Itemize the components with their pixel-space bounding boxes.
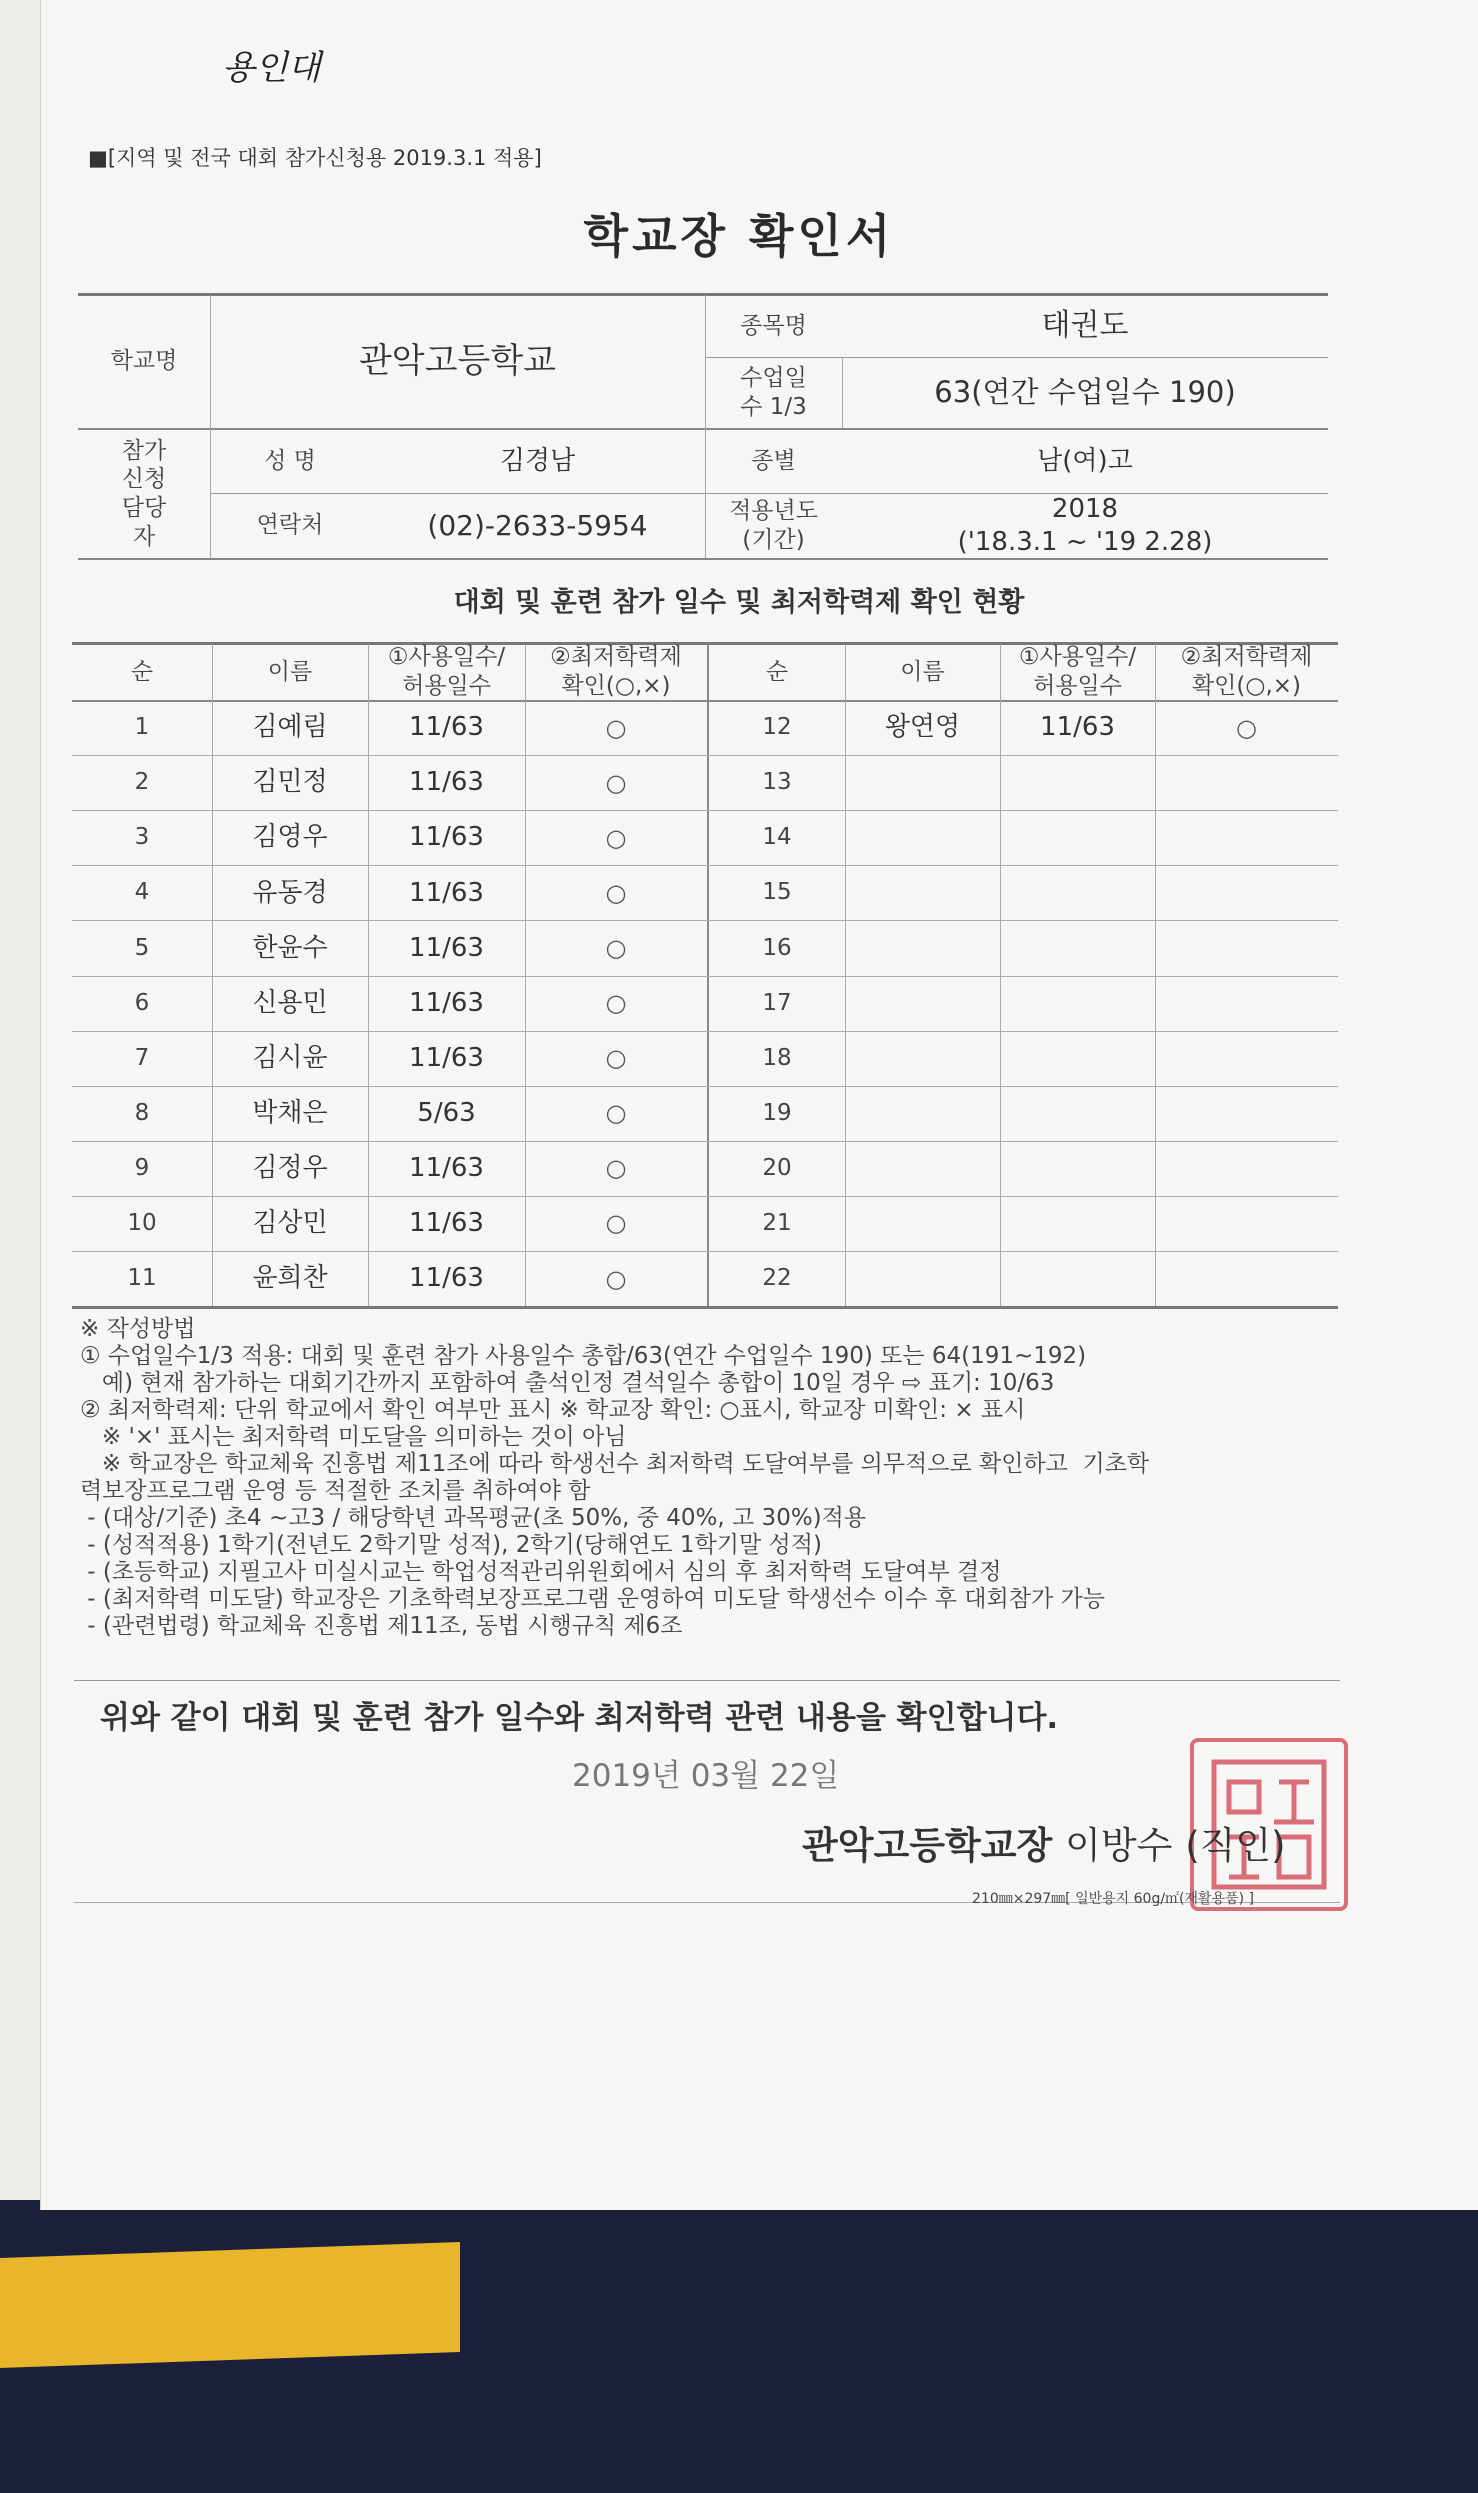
col-header-days: ①사용일수/ 허용일수	[387, 644, 506, 699]
row-divider	[72, 755, 707, 756]
table-cell-name: 신용민	[252, 987, 328, 1018]
table-cell-days: 11/63	[409, 932, 484, 963]
note-line: - (초등학교) 지필고사 미실시교는 학업성적관리위원회에서 심의 후 최저학력 도달여부 결정	[80, 1559, 1002, 1585]
issue-date: 2019년 03월 22일	[572, 1758, 840, 1794]
note-line: ① 수업일수1/3 적용: 대회 및 훈련 참가 사용일수 총합/63(연간 수업일수 190) 또는 64(191~192)	[80, 1343, 1087, 1369]
table-cell-no: 4	[134, 879, 150, 906]
table-cell-days	[1000, 1086, 1155, 1141]
document-title: 학교장 확인서	[583, 209, 895, 263]
col-header-no-right: 순	[765, 658, 789, 685]
col-header-check: ②최저학력제 확인(○,×)	[550, 644, 682, 699]
table-cell-no: 3	[134, 824, 150, 851]
table-cell-check	[1155, 1086, 1338, 1141]
note-line: - (관련법령) 학교체육 진흥법 제11조, 동법 시행규칙 제6조	[80, 1613, 683, 1639]
table-cell-days	[1000, 755, 1155, 810]
table-cell-no: 13	[762, 769, 792, 796]
table-cell-check	[1155, 755, 1338, 810]
table-cell-no: 8	[134, 1099, 150, 1126]
table-cell-name	[845, 1086, 1000, 1141]
table-cell-check	[1155, 976, 1338, 1031]
instructions	[80, 1310, 1350, 1639]
row-divider	[707, 1251, 1338, 1252]
row-divider	[707, 865, 1338, 866]
table-cell-days: 11/63	[409, 877, 484, 908]
row-divider	[72, 1141, 707, 1142]
desk-object	[0, 2242, 460, 2368]
table-cell-name	[845, 1031, 1000, 1086]
row-divider	[72, 1251, 707, 1252]
confirmation-text: 위와 같이 대회 및 훈련 참가 일수와 최저학력 관련 내용을 확인합니다.	[100, 1700, 1059, 1736]
table-cell-no: 11	[127, 1265, 157, 1292]
table-cell-check: ○	[605, 1264, 627, 1293]
table-cell-check: ○	[605, 1154, 627, 1183]
note-line: - (최저학력 미도달) 학교장은 기초학력보장프로그램 운영하여 미도달 학생선수 이수 후 대회참가 가능	[80, 1586, 1105, 1612]
table-cell-name	[845, 1196, 1000, 1251]
table-cell-name: 박채은	[252, 1097, 328, 1128]
note-line: - (대상/기준) 초4 ~고3 / 해당학년 과목평균(초 50%, 중 40%, 고 30%)적용	[80, 1505, 867, 1531]
row-divider	[707, 1086, 1338, 1087]
note-line: 력보장프로그램 운영 등 적절한 조치를 취하여야 함	[80, 1478, 591, 1504]
note-line: - (성적적용) 1학기(전년도 2학기말 성적), 2학기(당해연도 1학기말 성적)	[80, 1532, 822, 1558]
table-cell-check: ○	[605, 1044, 627, 1073]
row-divider	[72, 1196, 707, 1197]
table-cell-check: ○	[605, 713, 627, 742]
row-divider	[707, 1196, 1338, 1197]
row-divider	[72, 865, 707, 866]
table-cell-no: 1	[134, 714, 150, 741]
table-cell-days: 11/63	[409, 1208, 484, 1239]
note-line: ② 최저학력제: 단위 학교에서 확인 여부만 표시 ※ 학교장 확인: ○표시, 학교장 미확인: × 표시	[80, 1397, 1026, 1423]
notes-divider	[74, 1680, 1340, 1681]
note-line: ※ 작성방법	[80, 1316, 196, 1342]
col-header-no: 순	[130, 658, 154, 685]
col-header-check-right: ②최저학력제 확인(○,×)	[1180, 644, 1313, 699]
table-cell-days	[1000, 1251, 1155, 1306]
table-cell-name: 김시윤	[252, 1042, 328, 1073]
row-divider	[707, 1031, 1338, 1032]
days-label: 수업일수 1/3	[740, 364, 807, 420]
table-cell-no: 10	[127, 1210, 157, 1237]
table-cell-no: 2	[134, 769, 150, 796]
table-cell-no: 6	[134, 989, 150, 1016]
signer-name: 이방수	[1065, 1824, 1173, 1867]
table-cell-no: 17	[762, 989, 792, 1016]
table-cell-no: 21	[762, 1210, 792, 1237]
table-cell-name: 윤희찬	[252, 1263, 328, 1294]
table-cell-no: 16	[762, 934, 792, 961]
table-cell-days: 11/63	[409, 1042, 484, 1073]
table-cell-days	[1000, 1031, 1155, 1086]
handwritten-note: 용인대	[222, 48, 321, 88]
table-cell-check	[1155, 810, 1338, 865]
table-cell-name: 김예림	[252, 712, 328, 743]
event-value: 태권도	[1041, 308, 1129, 344]
table-cell-check	[1155, 1031, 1338, 1086]
row-divider	[707, 1141, 1338, 1142]
table-cell-no: 9	[134, 1154, 150, 1181]
table-cell-check: ○	[605, 1099, 627, 1128]
phone-value: (02)-2633-5954	[427, 509, 648, 542]
note-line: ※ 학교장은 학교체육 진흥법 제11조에 따라 학생선수 최저학력 도달여부를 의무적으로 확인하고 기초학	[80, 1451, 1150, 1477]
table-cell-no: 22	[762, 1265, 792, 1292]
signer-org: 관악고등학교장	[802, 1824, 1053, 1867]
col-header-days-right: ①사용일수/ 허용일수	[1018, 644, 1137, 699]
table-cell-days	[1000, 1196, 1155, 1251]
table-cell-no: 15	[762, 879, 792, 906]
year-value: 2018	[1051, 494, 1119, 524]
days-value: 63(연간 수업일수 190)	[934, 375, 1236, 410]
row-divider	[707, 976, 1338, 977]
note-line: 예) 현재 참가하는 대회기간까지 포함하여 출석인정 결석일수 총합이 10일 경우 ⇨ 표기: 10/63	[80, 1370, 1055, 1396]
paper-spec: 210㎜×297㎜[ 일반용지 60g/㎡(재활용품) ]	[972, 1891, 1254, 1907]
row-divider	[707, 810, 1338, 811]
seal-label: (직인)	[1185, 1824, 1286, 1867]
year-value-cell	[842, 493, 1328, 558]
table-cell-check: ○	[605, 878, 627, 907]
table-cell-check	[1155, 920, 1338, 975]
table-cell-days: 11/63	[1040, 712, 1115, 743]
year-label: 적용년도 (기간)	[729, 497, 818, 553]
table-cell-name	[845, 920, 1000, 975]
table-cell-check	[1155, 1251, 1338, 1306]
table-cell-days	[1000, 810, 1155, 865]
row-divider	[707, 755, 1338, 756]
table-cell-name: 김영우	[252, 822, 328, 853]
table-cell-days	[1000, 976, 1155, 1031]
table-cell-check: ○	[605, 989, 627, 1018]
table-cell-check: ○	[1236, 713, 1257, 742]
col-header-name: 이름	[267, 658, 313, 685]
table-cell-days: 5/63	[417, 1097, 476, 1128]
row-divider	[707, 920, 1338, 921]
table-cell-check: ○	[605, 823, 627, 852]
contact-group-label: 참가 신청 담당자	[121, 437, 167, 550]
name-label: 성 명	[264, 448, 316, 475]
table-cell-no: 7	[134, 1044, 150, 1071]
section-title: 대회 및 훈련 참가 일수 및 최저학력제 확인 현황	[453, 587, 1025, 618]
table-cell-check	[1155, 865, 1338, 920]
table-cell-name: 한윤수	[252, 932, 328, 963]
table-cell-days: 11/63	[409, 987, 484, 1018]
table-cell-name	[845, 976, 1000, 1031]
table-cell-check: ○	[605, 1209, 627, 1238]
phone-label: 연락처	[256, 512, 324, 539]
col-header-name-right: 이름	[900, 658, 945, 685]
table-cell-check: ○	[605, 768, 627, 797]
table-cell-days	[1000, 1141, 1155, 1196]
school-label: 학교명	[110, 348, 178, 375]
table-cell-no: 5	[134, 934, 150, 961]
table-cell-check	[1155, 1141, 1338, 1196]
signer-line	[802, 1815, 1286, 1869]
table-cell-name	[845, 755, 1000, 810]
table-cell-days: 11/63	[409, 822, 484, 853]
table-cell-check	[1155, 1196, 1338, 1251]
note-line: ※ '×' 표시는 최저학력 미도달을 의미하는 것이 아님	[80, 1424, 627, 1450]
table-cell-days: 11/63	[409, 1153, 484, 1184]
table-cell-name: 왕연영	[884, 712, 961, 743]
table-cell-no: 18	[762, 1044, 792, 1071]
table-cell-no: 14	[762, 824, 792, 851]
row-divider	[72, 810, 707, 811]
table-cell-no: 19	[762, 1099, 792, 1126]
table-cell-no: 20	[762, 1154, 792, 1181]
type-label: 종별	[751, 448, 796, 475]
table-cell-name	[845, 1251, 1000, 1306]
table-cell-name: 김민정	[252, 767, 328, 798]
table-cell-name	[845, 1141, 1000, 1196]
name-value: 김경남	[499, 446, 576, 477]
type-value: 남(여)고	[1037, 446, 1133, 477]
table-cell-days	[1000, 920, 1155, 975]
table-cell-name	[845, 865, 1000, 920]
table-cell-days: 11/63	[409, 712, 484, 743]
table-cell-days: 11/63	[409, 767, 484, 798]
row-divider	[72, 1086, 707, 1087]
table-cell-days: 11/63	[409, 1263, 484, 1294]
header-note: ■[지역 및 전국 대회 참가신청용 2019.3.1 적용]	[88, 146, 542, 170]
table-cell-check: ○	[605, 933, 627, 962]
table-cell-no: 12	[762, 714, 792, 741]
event-label: 종목명	[740, 312, 807, 339]
table-cell-days	[1000, 865, 1155, 920]
school-name: 관악고등학교	[358, 341, 557, 382]
table-cell-name: 김상민	[252, 1208, 328, 1239]
row-divider	[72, 976, 707, 977]
row-divider	[72, 1031, 707, 1032]
table-cell-name: 김정우	[252, 1153, 328, 1184]
row-divider	[72, 920, 707, 921]
table-cell-name	[845, 810, 1000, 865]
period-value: ('18.3.1 ~ '19 2.28)	[957, 526, 1213, 557]
table-cell-name: 유동경	[252, 877, 328, 908]
